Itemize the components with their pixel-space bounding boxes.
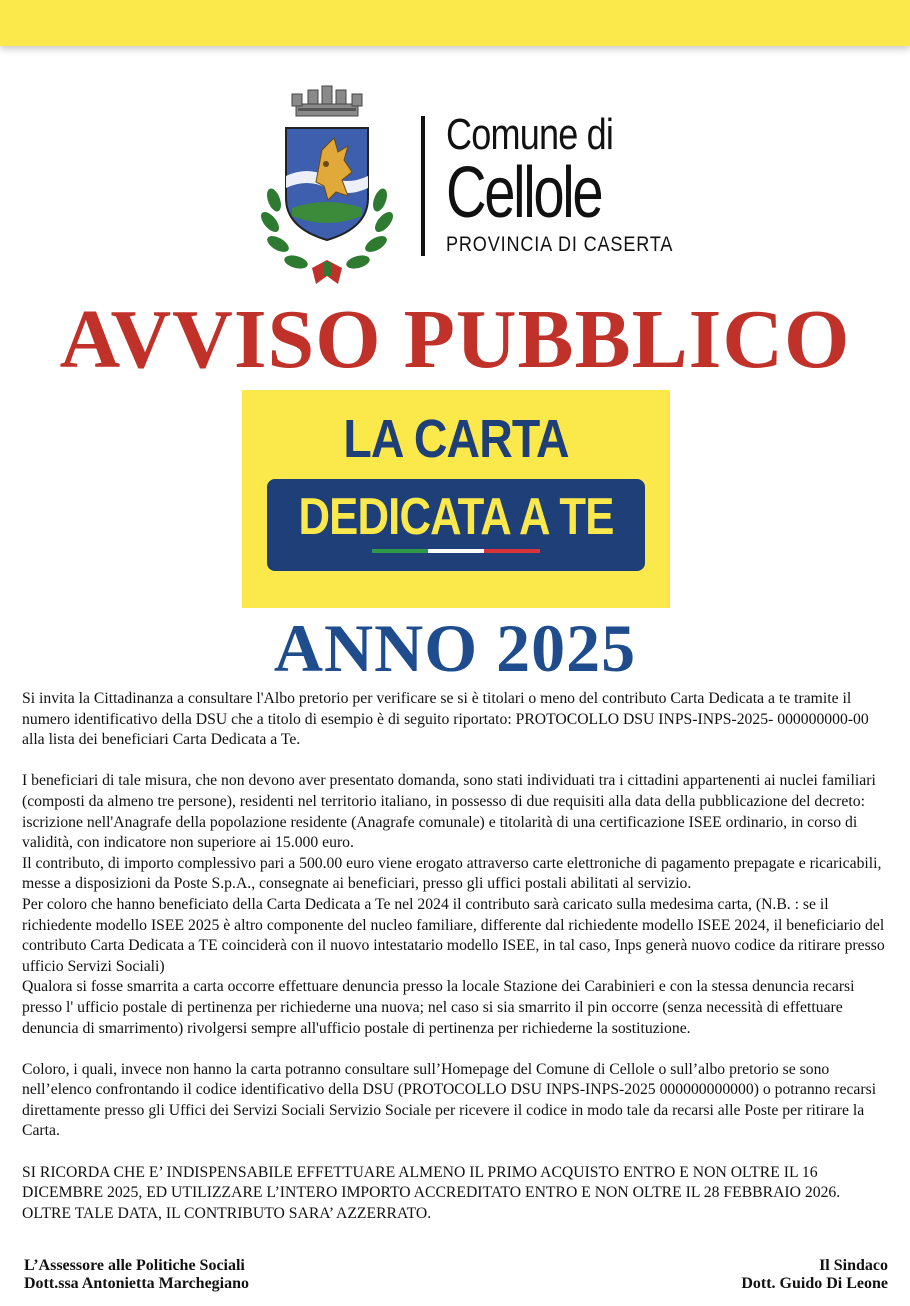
municipal-crest-icon xyxy=(252,80,402,290)
carta-logo-pill xyxy=(267,479,645,571)
municipality-name: Cellole xyxy=(446,153,602,233)
municipality-name-block xyxy=(446,112,676,256)
paragraph-gap xyxy=(22,1142,892,1163)
assessore-signature xyxy=(24,1257,249,1293)
paragraph-gap xyxy=(22,1039,892,1060)
sindaco-role: Il Sindaco xyxy=(819,1257,888,1274)
paragraph-gap xyxy=(22,751,892,772)
notice-body xyxy=(22,689,892,1224)
body-paragraph: Si invita la Cittadinanza a consultare l'Albo pretorio per verificare se si è titolari o meno del contributo Carta Dedicata a te tramite il numero identificativo della DSU che a titolo di esempio è di seguito riportato: PROTOCOLLO DSU INPS-INPS-2025- 000000000-00 alla lista dei beneficiari Carta Dedicata a Te. xyxy=(22,690,869,749)
body-paragraph: Qualora si fosse smarrita a carta occorre effettuare denuncia presso la locale Stazione dei Carabinieri e con la stessa denuncia recarsi presso l' ufficio postale di pertinenza per richiederne una nuova; nel caso si sia smarrito il pin occorre (senza necessità di effettuare denuncia di smarrimento) rivolgersi sempre all'ufficio postale di pertinenza per richiederne la sostituzione. xyxy=(22,978,855,1037)
sindaco-name: Dott. Guido Di Leone xyxy=(741,1275,888,1292)
header-divider xyxy=(421,116,425,256)
year-heading: ANNO 2025 xyxy=(273,610,637,686)
carta-logo-line1: LA CARTA xyxy=(343,409,569,469)
sindaco-signature xyxy=(741,1257,888,1293)
notice-title: AVVISO PUBBLICO xyxy=(59,293,851,386)
assessore-role: L’Assessore alle Politiche Sociali xyxy=(24,1257,245,1274)
body-paragraph: Per coloro che hanno beneficiato della Carta Dedicata a Te nel 2024 il contributo sarà caricato sulla medesima carta, (N.B. : se il richiedente modello ISEE 2025 è altro componente del nucleo familiare, differente dal richiedente modello ISEE 2024, il beneficiario del contributo Carta Dedicata a TE coinciderà con il nuovo intestatario modello ISEE, in tal caso, Inps generà nuovo codice da ritirare presso ufficio Servizi Sociali) xyxy=(22,895,885,975)
italian-flag-stripe xyxy=(372,549,540,553)
carta-dedicata-logo xyxy=(242,390,670,608)
comune-di-label: Comune di xyxy=(446,110,614,159)
body-paragraph: Il contributo, di importo complessivo pari a 500.00 euro viene erogato attraverso carte elettroniche di pagamento prepagate e ricaricabili, messe a disposizioni da Poste S.p.A., consegnate ai beneficiari, presso gli uffici postali abilitati al servizio. xyxy=(22,854,882,893)
top-banner-bar xyxy=(0,0,910,46)
body-paragraph-deadline: SI RICORDA CHE E’ INDISPENSABILE EFFETTUARE ALMENO IL PRIMO ACQUISTO ENTRO E NON OLTRE IL 16 DICEMBRE 2025, ED UTILIZZARE L’INTERO IMPORTO ACCREDITATO ENTRO E NON OLTRE IL 28 FEBBRAIO 2026. OLTRE TALE DATA, IL CONTRIBUTO SARA’ AZZERRATO. xyxy=(22,1163,841,1222)
body-paragraph: Coloro, i quali, invece non hanno la carta potranno consultare sull’Homepage del Comune di Cellole o sull’albo pretorio se sono nell’elenco confrontando il codice identificativo della DSU (PROTOCOLLO DSU INPS-INPS-2025 000000000000) o potranno recarsi direttamente presso gli Uffici dei Servizi Sociali Servizio Sociale per ricevere il codice in modo tale da recarsi alle Poste per ritirare la Carta. xyxy=(22,1060,877,1140)
assessore-name: Dott.ssa Antonietta Marchegiano xyxy=(24,1275,250,1292)
province-label: PROVINCIA DI CASERTA xyxy=(446,233,674,256)
body-paragraph: I beneficiari di tale misura, che non devono aver presentato domanda, sono stati individuati tra i cittadini appartenenti ai nuclei familiari (composti da almeno tre persone), residenti nel territorio italiano, in possesso di due requisiti alla data della pubblicazione del decreto: iscrizione nell'Anagrafe della popolazione residente (Anagrafe comunale) e titolarità di una certificazione ISEE ordinario, in corso di validità, con indicatore non superiore ai 15.000 euro. xyxy=(22,772,876,852)
carta-logo-line2: DEDICATA A TE xyxy=(298,488,614,546)
